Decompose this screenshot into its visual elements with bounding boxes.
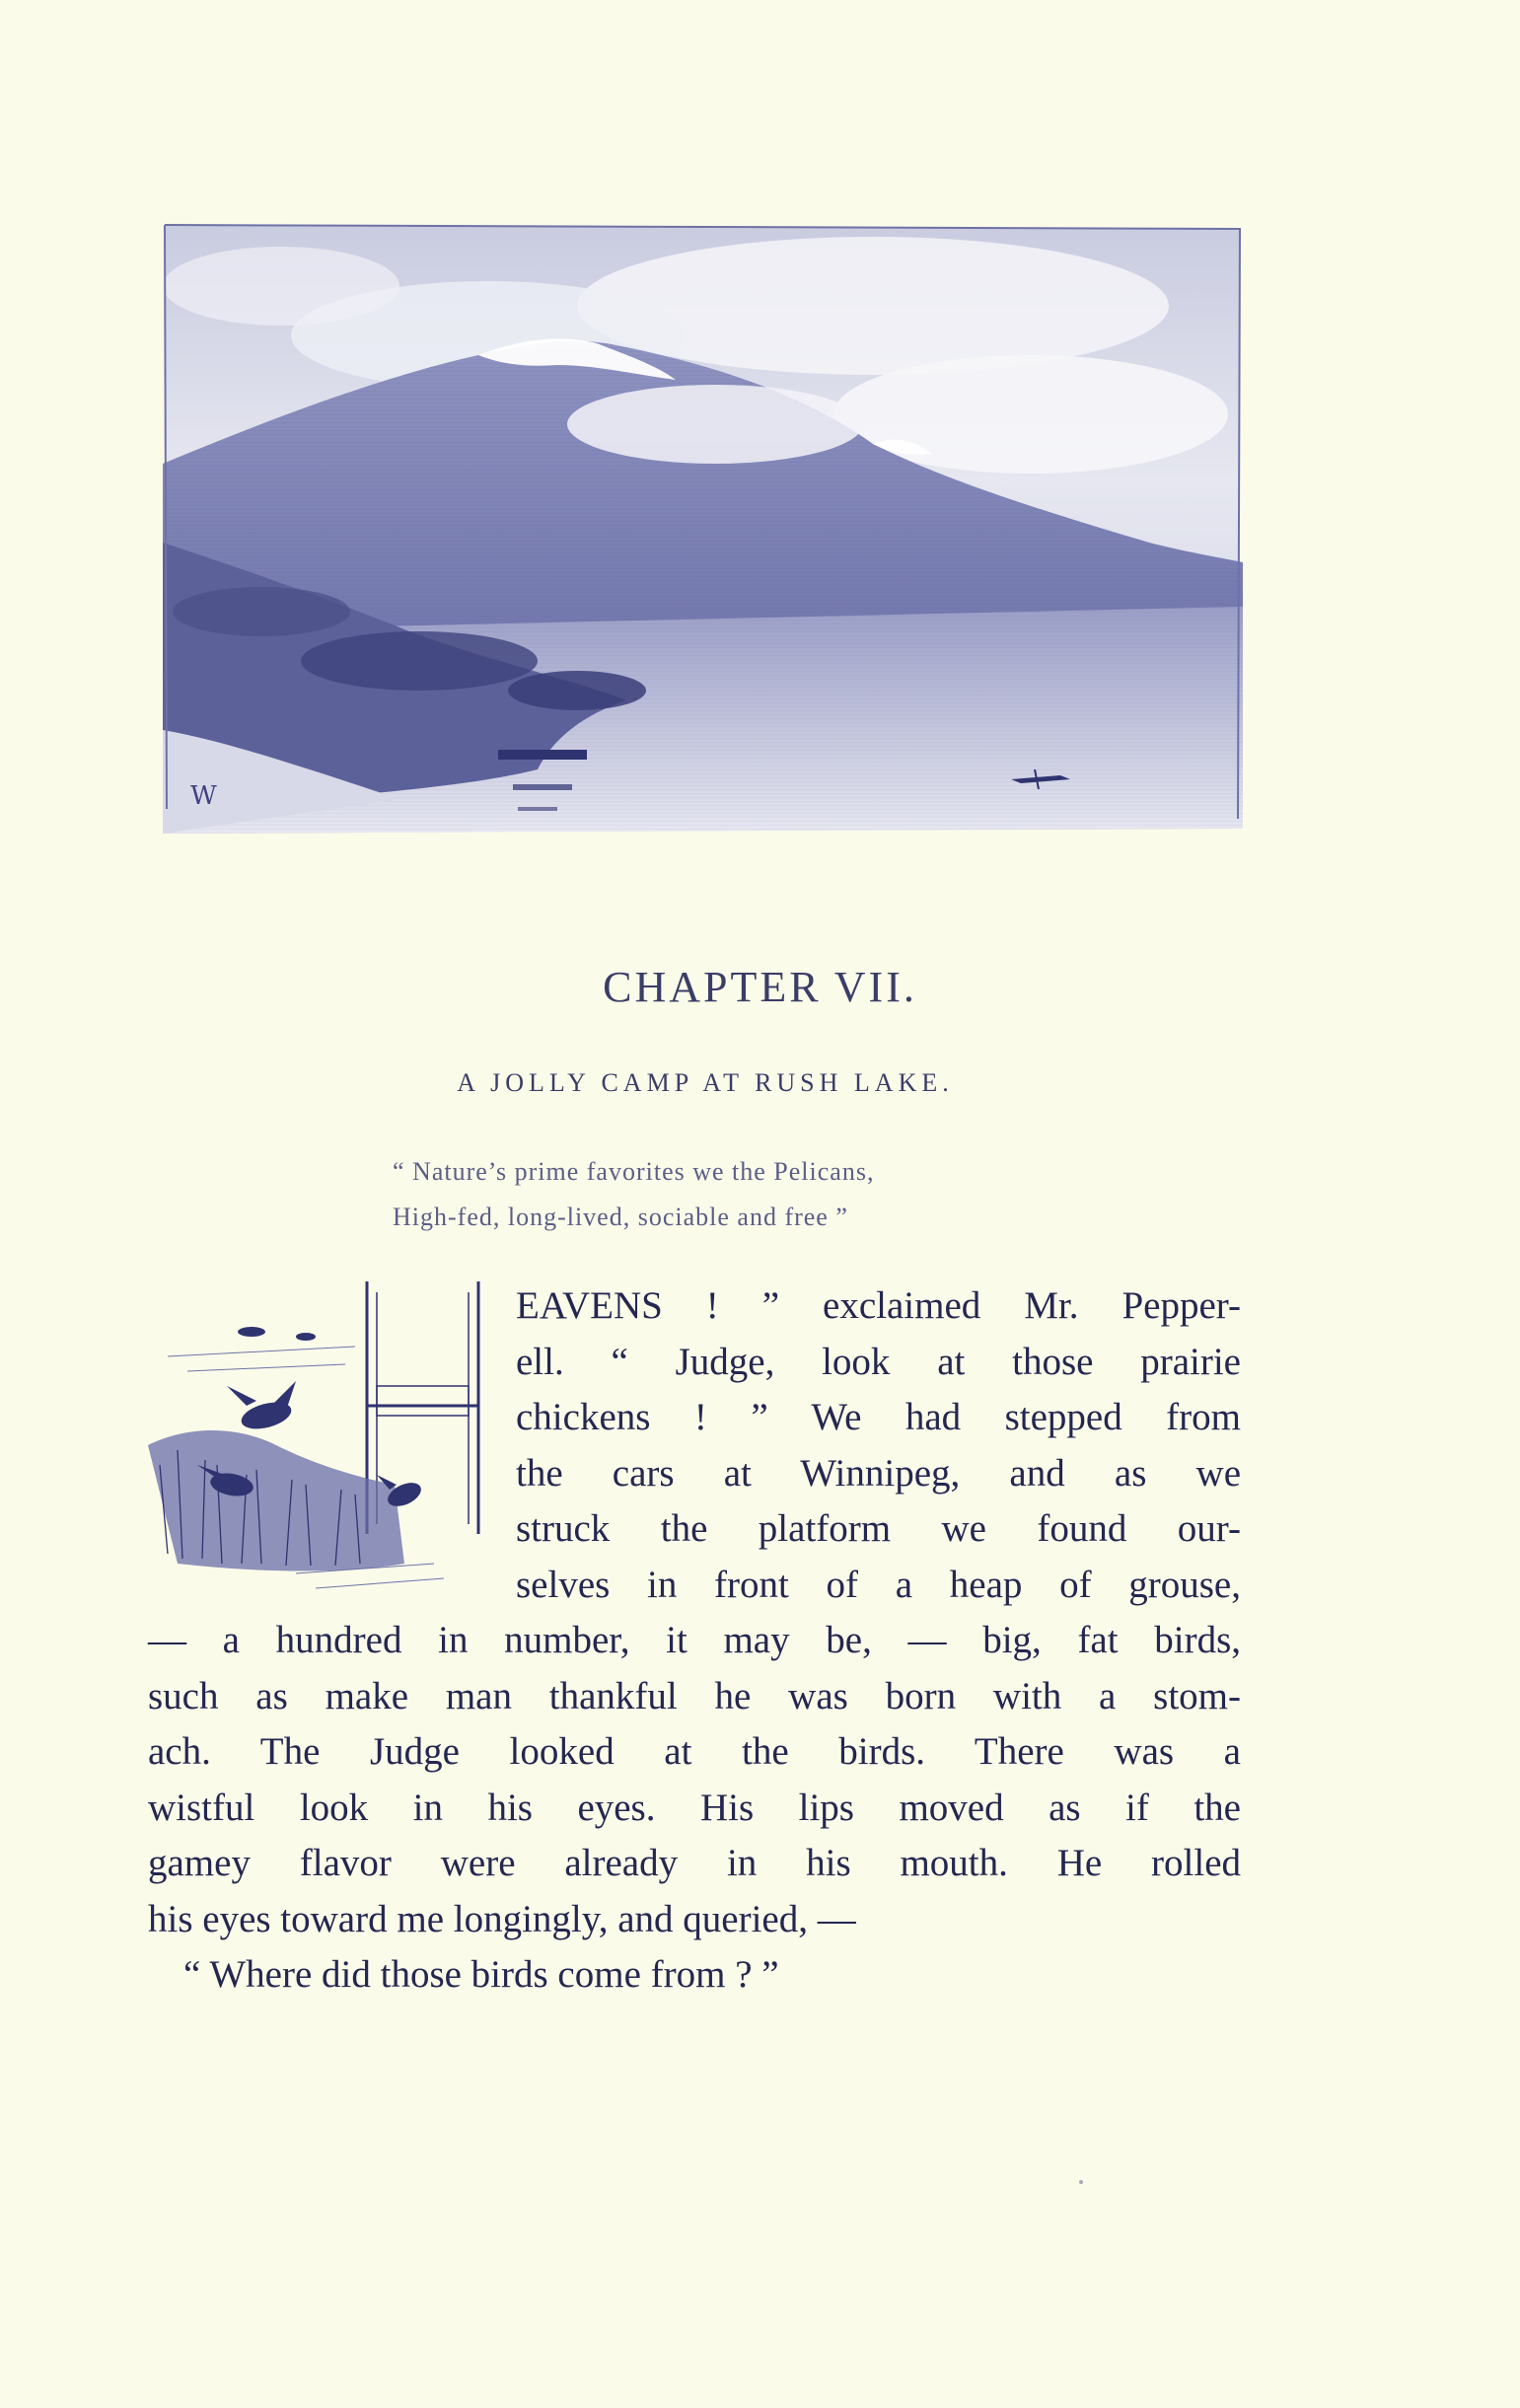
body-line: ell. “ Judge, look at those prairie xyxy=(516,1340,1241,1383)
body-line: his eyes toward me longingly, and queried, — xyxy=(148,1897,856,1940)
body-line: chickens ! ” We had stepped from xyxy=(516,1396,1241,1438)
chapter-title: CHAPTER VII. xyxy=(603,963,917,1011)
body-text xyxy=(148,1278,1241,2004)
body-line: — a hundred in number, it may be, — big, fat birds, xyxy=(148,1619,1241,1661)
body-line: ach. The Judge looked at the birds. There was a xyxy=(148,1730,1241,1773)
body-line: such as make man thankful he was born with a stom- xyxy=(148,1674,1241,1717)
body-line: wistful look in his eyes. His lips moved as if the xyxy=(148,1786,1241,1829)
svg-text:W: W xyxy=(190,781,217,811)
body-line: the cars at Winnipeg, and as we xyxy=(516,1451,1241,1495)
epigraph-line: High-fed, long-lived, sociable and free ” xyxy=(393,1203,848,1231)
body-line: struck the platform we found our- xyxy=(516,1507,1241,1550)
body-line: selves in front of a heap of grouse, xyxy=(516,1563,1241,1606)
epigraph xyxy=(393,1149,1083,1240)
chapter-subtitle: A JOLLY CAMP AT RUSH LAKE. xyxy=(457,1068,954,1097)
body-line: EAVENS ! ” exclaimed Mr. Pepper- xyxy=(516,1284,1241,1327)
body-line: “ Where did those birds come from ? ” xyxy=(183,1953,779,1996)
stray-mark xyxy=(1079,2180,1083,2184)
body-line: gamey flavor were already in his mouth. He rolled xyxy=(148,1842,1241,1884)
mountain-lake-illustration xyxy=(163,217,1243,843)
epigraph-line: “ Nature’s prime favorites we the Pelicans, xyxy=(393,1157,875,1186)
